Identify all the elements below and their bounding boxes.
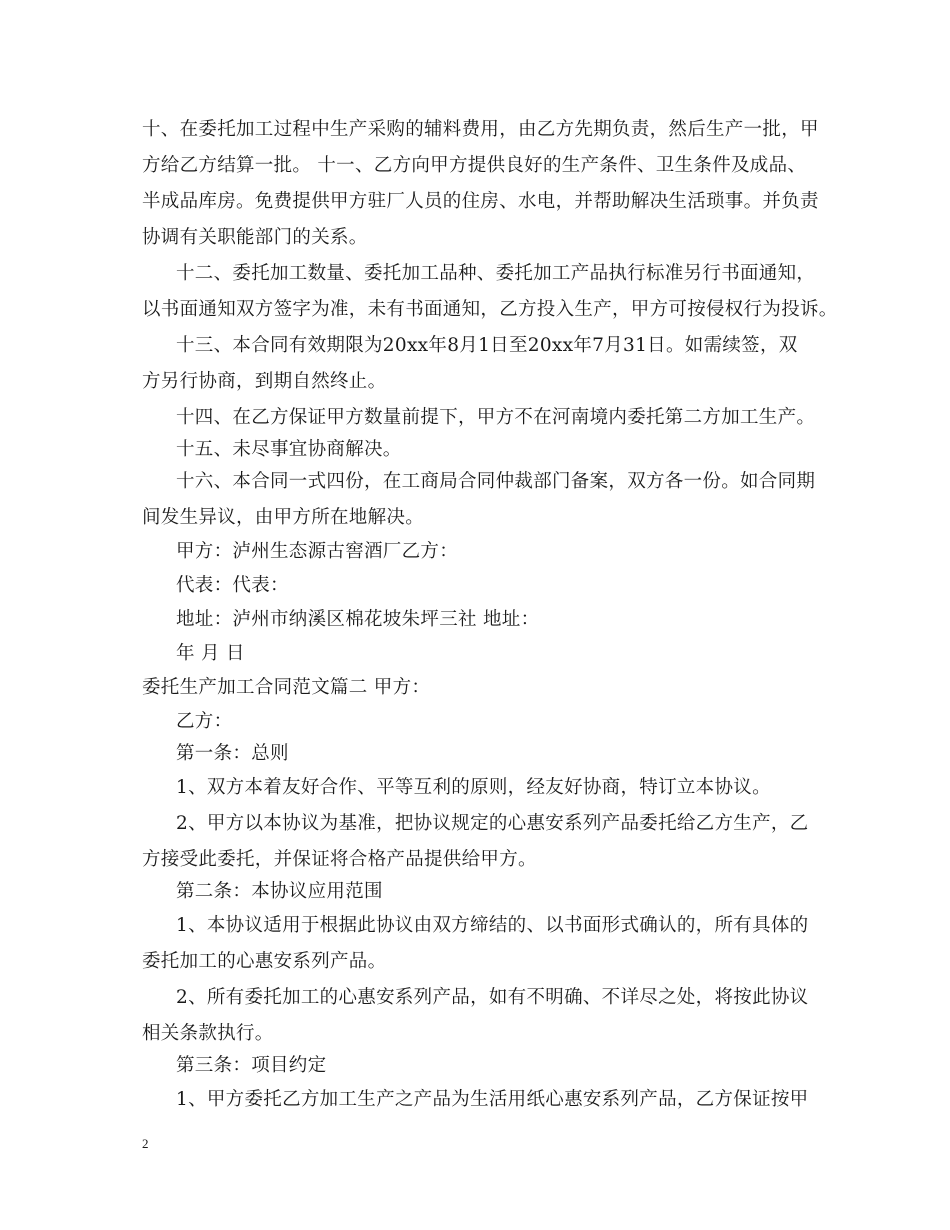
page-number: 2 — [142, 1136, 149, 1151]
text-line: 十六、本合同一式四份，在工商局合同仲裁部门备案，双方各一份。如合同期 — [176, 471, 816, 492]
section-title: 委托生产加工合同范文篇二 甲方： — [142, 677, 431, 698]
text-line: 1、本协议适用于根据此协议由双方缔结的、以书面形式确认的，所有具体的 — [176, 915, 809, 936]
signature-representative: 代表：代表： — [176, 575, 289, 596]
signature-party-a: 甲方：泸州生态源古窖酒厂乙方： — [176, 541, 459, 562]
text-line: 协调有关职能部门的关系。 — [142, 227, 368, 248]
text-line: 乙方： — [176, 711, 233, 732]
text-line: 以书面通知双方签字为准，未有书面通知，乙方投入生产，甲方可按侵权行为投诉。 — [142, 299, 838, 320]
text-line: 方接受此委托，并保证将合格产品提供给甲方。 — [142, 849, 537, 870]
signature-address: 地址：泸州市纳溪区棉花坡朱坪三社 地址： — [176, 609, 540, 630]
text-line: 相关条款执行。 — [142, 1023, 274, 1044]
text-line: 十、在委托加工过程中生产采购的辅料费用，由乙方先期负责，然后生产一批，甲 — [142, 119, 819, 140]
article-heading: 第二条：本协议应用范围 — [176, 881, 383, 902]
article-heading: 第三条：项目约定 — [176, 1055, 327, 1076]
text-line: 1、双方本着友好合作、平等互利的原则，经友好协商，特订立本协议。 — [176, 777, 771, 798]
signature-date: 年 月 日 — [176, 643, 245, 664]
text-line: 十三、本合同有效期限为20xx年8月1日至20xx年7月31日。如需续签，双 — [176, 335, 798, 356]
text-line: 十四、在乙方保证甲方数量前提下，甲方不在河南境内委托第二方加工生产。 — [176, 407, 816, 428]
text-line: 十二、委托加工数量、委托加工品种、委托加工产品执行标准另行书面通知， — [176, 263, 816, 284]
text-line: 间发生异议，由甲方所在地解决。 — [142, 507, 425, 528]
text-line: 委托加工的心惠安系列产品。 — [142, 951, 387, 972]
text-line: 2、所有委托加工的心惠安系列产品，如有不明确、不详尽之处，将按此协议 — [176, 987, 809, 1008]
text-line: 2、甲方以本协议为基准，把协议规定的心惠安系列产品委托给乙方生产，乙 — [176, 813, 809, 834]
article-heading: 第一条：总则 — [176, 743, 289, 764]
text-line: 方给乙方结算一批。 十一、乙方向甲方提供良好的生产条件、卫生条件及成品、 — [142, 155, 807, 176]
text-line: 1、甲方委托乙方加工生产之产品为生活用纸心惠安系列产品，乙方保证按甲 — [176, 1089, 809, 1110]
text-line: 半成品库房。免费提供甲方驻厂人员的住房、水电，并帮助解决生活琐事。并负责 — [142, 191, 819, 212]
text-line: 十五、未尽事宜协商解决。 — [176, 439, 402, 460]
text-line: 方另行协商，到期自然终止。 — [142, 371, 387, 392]
